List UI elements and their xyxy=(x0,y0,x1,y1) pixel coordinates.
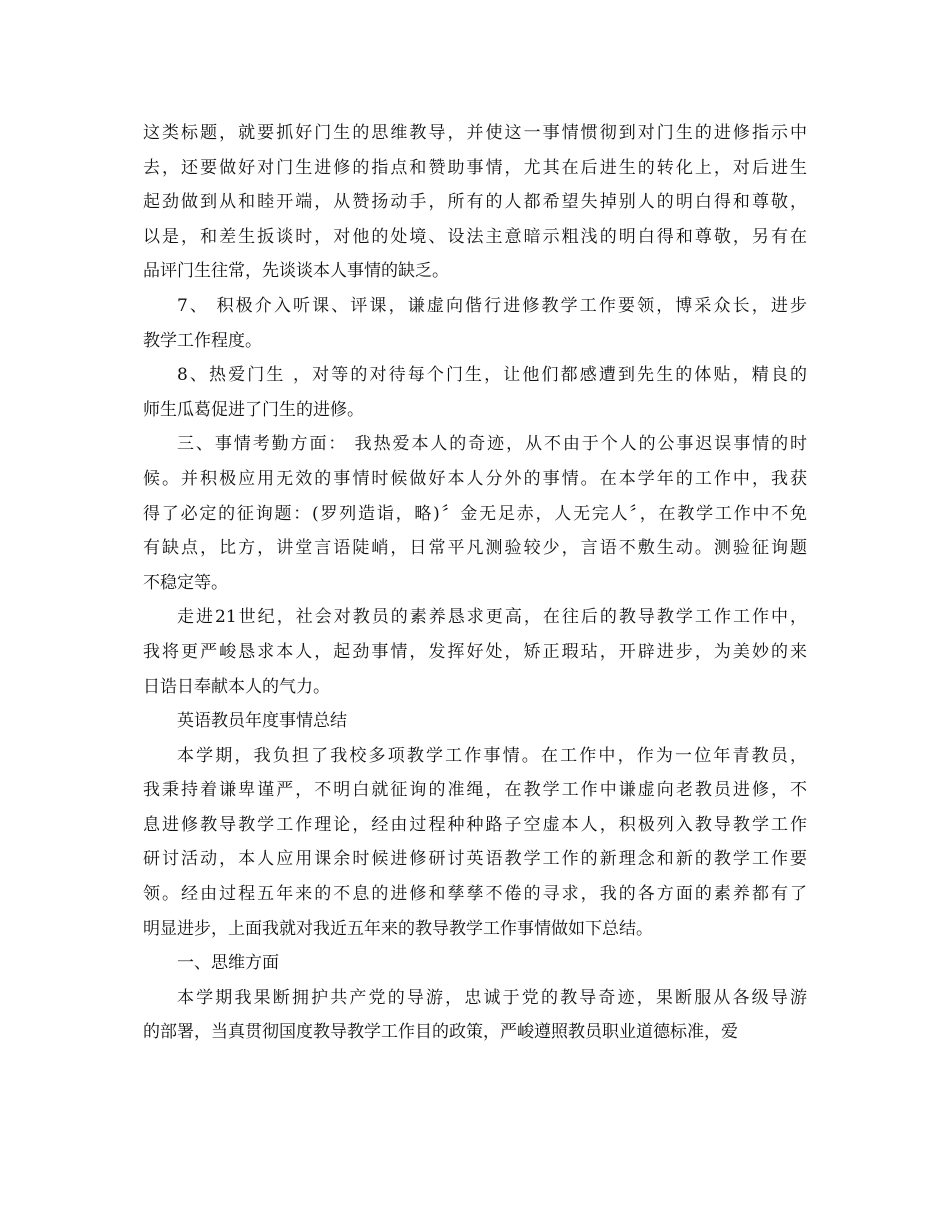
text-line: 的部署，当真贯彻国度教导教学工作目的政策，严峻遵照教员职业道德标准，爱 xyxy=(143,1022,738,1043)
text-line: 得了必定的征询题：(罗列造诣，略)〞金无足赤，人无完人〞，在教学工作中不免 xyxy=(143,503,807,524)
paragraph-p9 xyxy=(143,981,807,1050)
paragraph-p5 xyxy=(143,600,807,704)
paragraph-p1 xyxy=(143,116,807,289)
document-body xyxy=(143,116,807,1050)
text-line: 品评门生往常，先谈谈本人事情的缺乏。 xyxy=(143,261,449,282)
text-line: 我将更严峻恳求本人，起劲事情，发挥好处，矫正瑕玷，开辟进步，为美妙的来 xyxy=(143,641,807,662)
text-line: 研讨活动，本人应用课余时候进修研讨英语教学工作的新理念和新的教学工作要 xyxy=(143,849,807,870)
paragraph-p8 xyxy=(143,946,807,981)
paragraph-p3 xyxy=(143,358,807,427)
paragraph-p7 xyxy=(143,739,807,947)
text-line: 走进21世纪，社会对教员的素养恳求更高，在往后的教导教学工作工作中， xyxy=(177,607,807,628)
text-line: 8、热爱门生 ，对等的对待每个门生，让他们都感遭到先生的体贴，精良的 xyxy=(177,365,807,386)
text-line: 不稳定等。 xyxy=(143,572,228,593)
text-line: 以是，和差生扳谈时，对他的处境、设法主意暗示粗浅的明白得和尊敬，另有在 xyxy=(143,226,807,247)
text-line: 息进修教导教学工作理论，经由过程种种路子空虚本人，积极列入教导教学工作 xyxy=(143,814,807,835)
text-line: 教学工作程度。 xyxy=(143,330,262,351)
text-line: 本学期，我负担了我校多项教学工作事情。在工作中，作为一位年青教员， xyxy=(177,745,807,766)
text-line: 我秉持着谦卑谨严，不明白就征询的准绳，在教学工作中谦虚向老教员进修，不 xyxy=(143,780,807,801)
text-line: 本学期我果断拥护共产党的导游，忠诚于党的教导奇迹，果断服从各级导游 xyxy=(177,987,807,1008)
paragraph-p4 xyxy=(143,427,807,600)
paragraph-p6 xyxy=(143,704,807,739)
text-line: 一、思维方面 xyxy=(177,953,279,974)
text-line: 明显进步，上面我就对我近五年来的教导教学工作事情做如下总结。 xyxy=(143,918,653,939)
text-line: 起劲做到从和睦开端，从赞扬动手，所有的人都希望失掉别人的明白得和尊敬， xyxy=(143,192,807,213)
text-line: 7、 积极介入听课、评课，谦虚向偕行进修教学工作要领，博采众长，进步 xyxy=(177,295,807,316)
text-line: 师生瓜葛促进了门生的进修。 xyxy=(143,399,364,420)
paragraph-p2 xyxy=(143,289,807,358)
text-line: 有缺点，比方，讲堂言语陡峭，日常平凡测验较少，言语不敷生动。测验征询题 xyxy=(143,538,807,559)
text-line: 英语教员年度事情总结 xyxy=(177,711,347,732)
text-line: 三、事情考勤方面： 我热爱本人的奇迹，从不由于个人的公事迟误事情的时 xyxy=(177,434,807,455)
text-line: 去，还要做好对门生进修的指点和赞助事情，尤其在后进生的转化上，对后进生 xyxy=(143,157,807,178)
text-line: 领。经由过程五年来的不息的进修和孳孳不倦的寻求，我的各方面的素养都有了 xyxy=(143,884,807,905)
text-line: 候。并积极应用无效的事情时候做好本人分外的事情。在本学年的工作中，我获 xyxy=(143,468,807,489)
text-line: 这类标题，就要抓好门生的思维教导，并使这一事情惯彻到对门生的进修指示中 xyxy=(143,123,807,143)
text-line: 日诰日奉献本人的气力。 xyxy=(143,676,330,697)
